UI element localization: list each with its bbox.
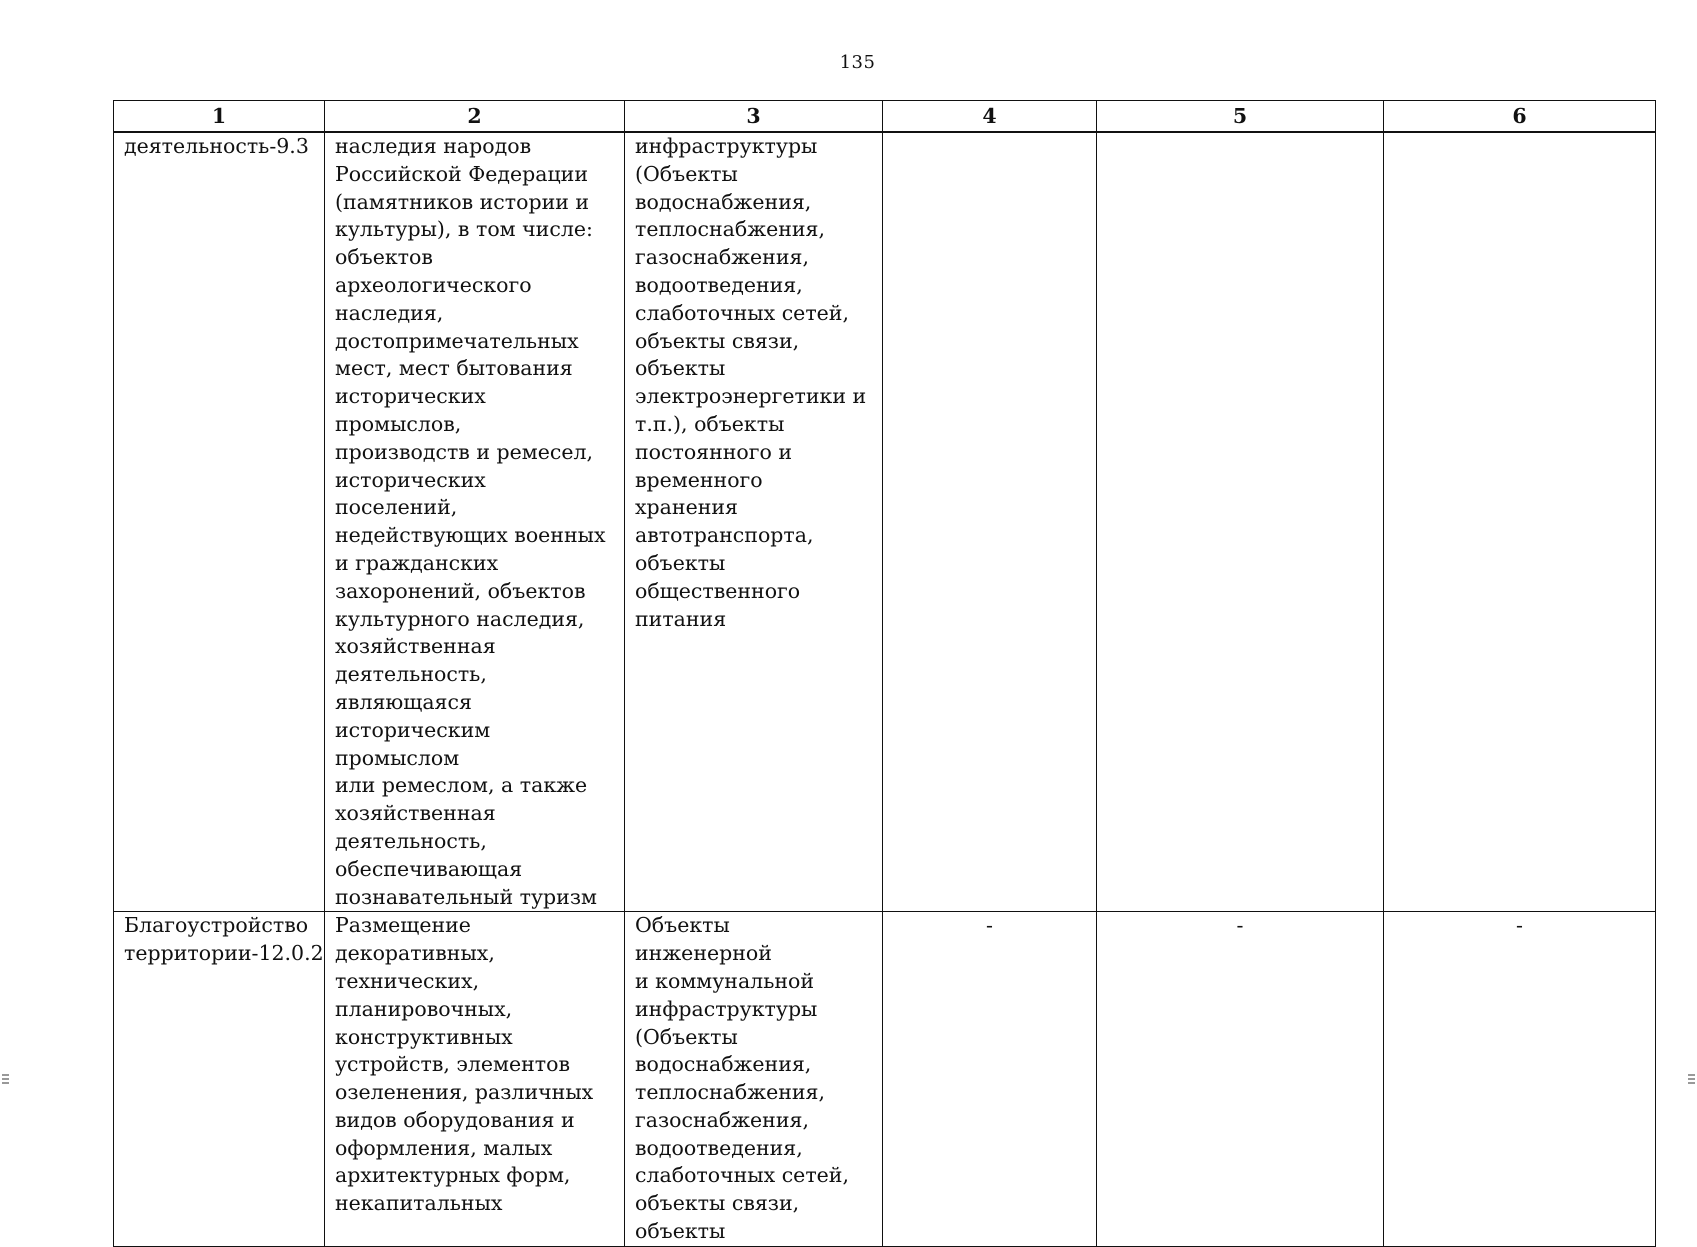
cell-auxiliary-uses: Объекты инженерной и коммунальной инфраструктуры (Объекты водоснабжения, теплоснабжения, газоснабжения, водоотведения, слаботочных сетей, объекты связи, объекты (625, 912, 883, 1247)
table-row (114, 132, 1656, 912)
header-col-1: 1 (114, 101, 325, 133)
header-col-2: 2 (325, 101, 625, 133)
scan-mark-icon (1688, 1072, 1696, 1086)
cell-col-5: - (1097, 912, 1384, 1247)
scan-mark-icon (2, 1072, 10, 1086)
table-row (114, 912, 1656, 1247)
cell-col-4 (883, 132, 1097, 912)
header-col-6: 6 (1384, 101, 1656, 133)
page-number: 135 (839, 52, 876, 73)
left-margin-mark (2, 1072, 10, 1086)
cell-description: Размещение декоративных, технических, планировочных, конструктивных устройств, элементов озеленения, различных видов оборудования и оформления, малых архитектурных форм, некапитальных (325, 912, 625, 1247)
cell-col-6 (1384, 132, 1656, 912)
header-col-4: 4 (883, 101, 1097, 133)
cell-description: наследия народов Российской Федерации (памятников истории и культуры), в том числе: объектов археологического наследия, достопримечательных мест, мест бытования исторических промыслов, производств и ремесел, исторических поселений, недействующих военных и гражданских захоронений, объектов культурного наследия, хозяйственная деятельность, являющаяся историческим промыслом или ремеслом, а также хозяйственная деятельность, обеспечивающая познавательный туризм (325, 132, 625, 912)
cell-col-4: - (883, 912, 1097, 1247)
cell-col-6: - (1384, 912, 1656, 1247)
cell-col-5 (1097, 132, 1384, 912)
cell-auxiliary-uses: инфраструктуры (Объекты водоснабжения, теплоснабжения, газоснабжения, водоотведения, слаботочных сетей, объекты связи, объекты электроэнергетики и т.п.), объекты постоянного и временного хранения автотранспорта, объекты общественного питания (625, 132, 883, 912)
land-use-table (113, 100, 1656, 1247)
cell-use-type: Благоустройство территории-12.0.2 (114, 912, 325, 1247)
header-col-3: 3 (625, 101, 883, 133)
cell-use-type: деятельность-9.3 (114, 132, 325, 912)
header-col-5: 5 (1097, 101, 1384, 133)
right-margin-mark (1688, 1072, 1696, 1086)
header-row (114, 101, 1656, 133)
